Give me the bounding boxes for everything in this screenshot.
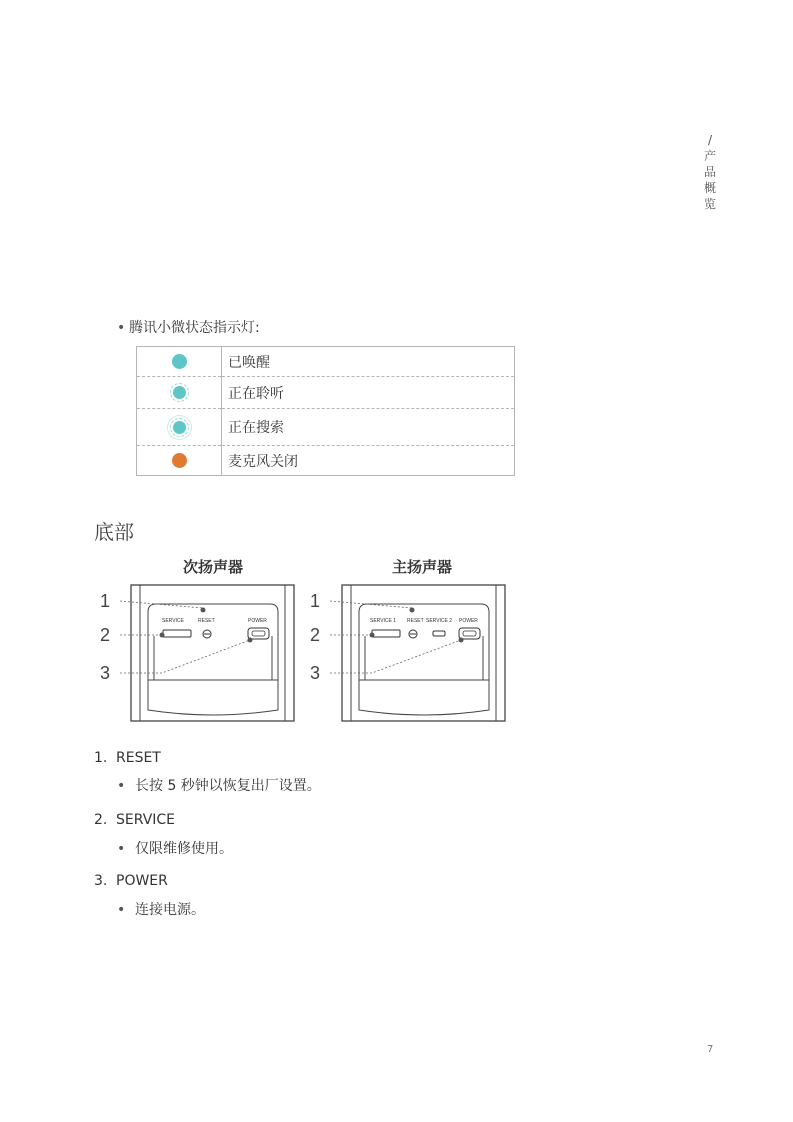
side-title-char: 产 [703, 149, 716, 163]
list-number: 3. [94, 873, 108, 889]
list-title: POWER [116, 873, 168, 889]
port-label: POWER [459, 618, 478, 624]
list-item-power [94, 873, 168, 889]
indicator-heading [117, 317, 260, 337]
callout-number: 2 [100, 625, 111, 645]
icon-cell [137, 446, 222, 476]
bullet-icon: • [117, 778, 126, 794]
port-label: RESET [407, 618, 424, 624]
led-mic-off-icon [172, 453, 187, 468]
state-label: 正在搜索 [222, 409, 515, 446]
port-label: SERVICE 1 [370, 618, 397, 624]
bullet-icon: • [117, 320, 126, 336]
callout-number: 3 [100, 663, 111, 683]
table-row [137, 446, 515, 476]
power-port-icon [459, 628, 480, 639]
power-port-icon [248, 628, 269, 639]
bullet-icon: • [117, 841, 126, 857]
state-label: 已唤醒 [222, 347, 515, 377]
speaker-frame [131, 585, 294, 721]
list-detail [117, 899, 205, 919]
callout-number: 1 [310, 591, 321, 611]
list-number: 1. [94, 750, 108, 766]
service-port-icon [163, 630, 191, 637]
callout-number: 1 [100, 591, 111, 611]
state-label: 麦克风关闭 [228, 453, 298, 470]
side-title-char: 品 [703, 165, 716, 179]
led-listening-icon [170, 383, 189, 402]
list-number: 2. [94, 812, 108, 828]
list-title: RESET [116, 750, 161, 766]
speaker-frame [342, 585, 505, 721]
table-row [137, 377, 515, 409]
callout-number: 3 [310, 663, 321, 683]
list-detail-text: 仅限维修使用。 [135, 841, 233, 857]
list-title: SERVICE [116, 812, 176, 828]
callout-number: 2 [310, 625, 321, 645]
icon-cell [137, 377, 222, 409]
list-item-service [94, 812, 175, 828]
side-title-char: 概 [703, 181, 716, 195]
led-solid-icon [172, 354, 187, 369]
table-row [137, 347, 515, 377]
port-label: SERVICE [162, 618, 184, 624]
list-item-reset [94, 750, 161, 766]
icon-cell [137, 409, 222, 446]
port-label: RESET [198, 618, 215, 624]
port-label: POWER [248, 618, 267, 624]
list-detail-text: 长按 5 秒钟以恢复出厂设置。 [135, 778, 321, 794]
list-detail [117, 838, 233, 858]
list-detail-text: 连接电源。 [135, 902, 205, 918]
page-number: 7 [707, 1044, 714, 1055]
section-title: 底部 [94, 520, 134, 544]
state-label: 正在聆听 [222, 377, 515, 409]
service-port-icon [372, 630, 400, 637]
diagram-title-main: 主扬声器 [391, 558, 452, 576]
table-row [137, 409, 515, 446]
indicator-heading-text: 腾讯小微状态指示灯: [129, 320, 260, 336]
led-searching-icon [170, 418, 189, 437]
port-label: SERVICE 2 [426, 618, 453, 624]
secondary-speaker-diagram [90, 584, 305, 730]
side-title-char: / [707, 133, 713, 147]
service2-port-icon [433, 631, 445, 636]
icon-cell [137, 347, 222, 377]
indicator-table [136, 346, 515, 476]
list-detail [117, 775, 321, 795]
diagram-title-secondary: 次扬声器 [182, 558, 243, 576]
side-section-title [703, 132, 717, 212]
bullet-icon: • [117, 902, 126, 918]
side-title-char: 览 [703, 197, 716, 211]
main-speaker-diagram [300, 584, 515, 730]
